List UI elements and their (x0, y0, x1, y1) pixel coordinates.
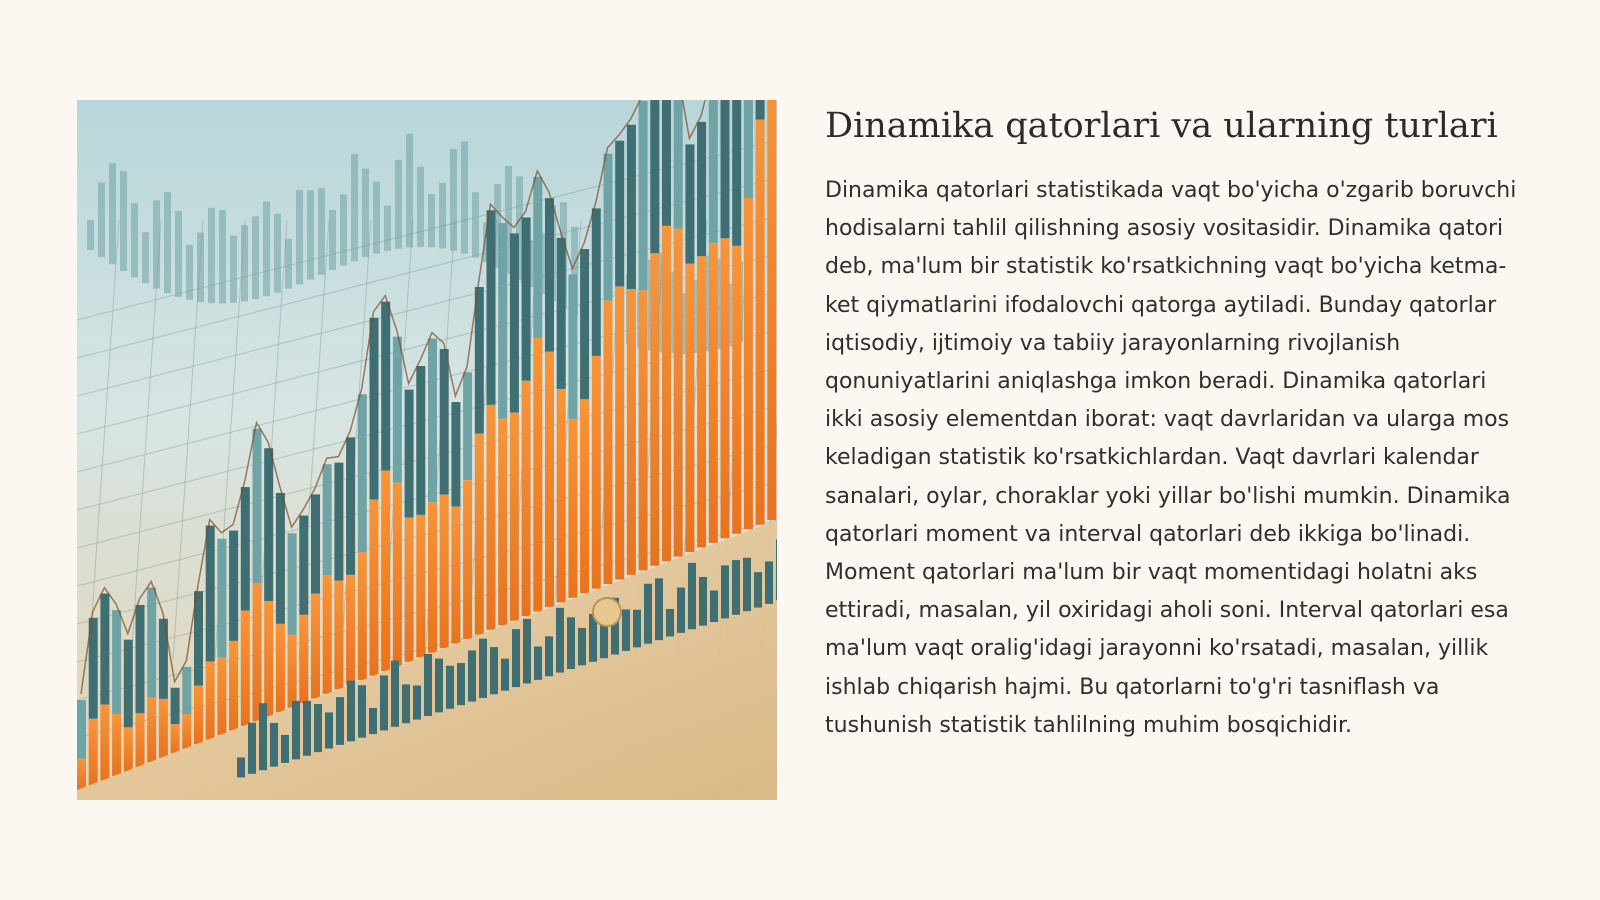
bar-orange (451, 507, 460, 644)
bar-teal (545, 198, 554, 351)
front-bar (369, 708, 377, 734)
bar-teal (276, 493, 285, 624)
background-bar (175, 211, 182, 297)
front-bar (347, 681, 355, 742)
body-line: Moment qatorlari ma'lum bir vaqt momentidagi holatni aks (825, 560, 1478, 586)
bar-orange (767, 100, 776, 520)
bar-teal (288, 533, 297, 634)
bar-teal (323, 464, 332, 575)
bar-orange (592, 356, 601, 589)
bar-orange (510, 413, 519, 621)
bar-orange (568, 419, 577, 598)
bar-teal (217, 539, 226, 658)
bar-orange (393, 482, 402, 666)
body-line: hodisalarni tahlil qilishning asosiy vositasidir. Dinamika qatori (825, 216, 1504, 242)
bar-orange (522, 381, 531, 616)
bar-teal (451, 402, 460, 506)
bar-orange (533, 338, 542, 612)
bar-teal (299, 515, 308, 614)
body-paragraph (825, 172, 1525, 745)
bar-teal (709, 100, 718, 243)
front-bar (655, 578, 663, 640)
bar-orange (288, 635, 297, 708)
bar-teal (498, 223, 507, 418)
front-bar (633, 610, 641, 648)
bar-orange (662, 226, 671, 561)
background-bar (461, 141, 468, 253)
bar-orange (721, 238, 730, 538)
bar-teal (112, 610, 121, 714)
bar-teal (346, 437, 355, 575)
bar-teal (264, 448, 273, 601)
bar-orange (159, 699, 168, 758)
bar-orange (253, 583, 262, 721)
front-bar (523, 619, 531, 684)
bar-teal (721, 100, 730, 238)
front-bar (303, 701, 311, 756)
front-bar (314, 704, 322, 752)
front-bar (413, 685, 421, 719)
bar-orange (276, 624, 285, 712)
bar-teal (393, 337, 402, 483)
background-bar (285, 239, 292, 289)
body-line: Dinamika qatorlari statistikada vaqt bo'yicha o'zgarib boruvchi (825, 178, 1517, 203)
front-bar (765, 561, 773, 604)
bar-teal (381, 302, 390, 471)
bar-teal (615, 141, 624, 287)
bar-teal (592, 208, 601, 356)
front-bar (721, 565, 729, 618)
bar-teal (650, 100, 659, 253)
bar-teal (229, 531, 238, 641)
front-bar (688, 563, 696, 629)
front-bar (710, 591, 718, 622)
front-bar (666, 609, 674, 636)
background-bar (428, 194, 435, 247)
bar-orange (171, 724, 180, 753)
bar-teal (428, 339, 437, 503)
bar-orange (604, 300, 613, 584)
front-bar (237, 757, 245, 777)
background-bar (351, 154, 358, 261)
bar-teal (311, 494, 320, 593)
bar-orange (381, 471, 390, 671)
bar-orange (463, 480, 472, 639)
body-line: ettiradi, masalan, yil oxiridagi aholi soni. Interval qatorlari esa (825, 598, 1509, 624)
bar-orange (136, 713, 145, 767)
bar-teal (662, 100, 671, 226)
background-bar (98, 183, 105, 258)
front-bar (402, 684, 410, 723)
bar-orange (744, 198, 753, 529)
bar-teal (604, 154, 613, 301)
background-bar (219, 210, 226, 303)
body-line: ma'lum vaqt oralig'idagi jarayonni ko'rsatadi, masalan, yillik (825, 636, 1489, 662)
bar-teal (463, 372, 472, 480)
bar-orange (650, 253, 659, 565)
bar-orange (709, 243, 718, 543)
front-bar (512, 629, 520, 687)
front-bar (468, 650, 476, 701)
bar-orange (487, 405, 496, 630)
front-bar (644, 584, 652, 644)
bar-orange (147, 698, 156, 763)
front-bar (446, 666, 454, 709)
front-bar (732, 560, 740, 615)
front-bar (490, 647, 498, 694)
bar-orange (299, 615, 308, 703)
bar-teal (685, 144, 694, 263)
bar-teal (568, 275, 577, 419)
bar-teal (334, 463, 343, 581)
background-bar (307, 190, 314, 279)
background-bar (296, 190, 303, 284)
body-line: deb, ma'lum bir statistik ko'rsatkichning vaqt bo'yicha ketma- (825, 254, 1507, 280)
bar-teal (182, 667, 191, 714)
bar-orange (428, 502, 437, 652)
bar-orange (416, 515, 425, 657)
bar-teal (674, 100, 683, 229)
bar-teal (732, 100, 741, 246)
front-bar (457, 663, 465, 705)
bar-orange (124, 727, 133, 771)
front-bar (424, 654, 432, 716)
background-bar (395, 160, 402, 249)
bar-teal (416, 366, 425, 515)
bar-orange (545, 352, 554, 607)
bar-teal (756, 100, 765, 120)
body-line: keladigan statistik ko'rsatkichlardan. Vaqt davrlari kalendar (825, 445, 1479, 471)
front-bar (391, 661, 399, 727)
background-bar (230, 236, 237, 303)
coin-decoration (593, 598, 621, 626)
bar-orange (756, 120, 765, 525)
front-bar (776, 539, 777, 600)
body-line: qonuniyatlarini aniqlashga imkon beradi. Dinamika qatorlari (825, 369, 1487, 395)
bar-orange (323, 575, 332, 694)
bar-teal (697, 122, 706, 256)
bar-orange (685, 264, 694, 553)
bar-orange (264, 601, 273, 717)
background-bar (417, 167, 424, 247)
bar-orange (229, 641, 238, 731)
bar-teal (100, 594, 109, 705)
bar-teal (370, 318, 379, 500)
bar-teal (124, 640, 133, 728)
front-bar (677, 588, 685, 633)
slide-title: Dinamika qatorlari va ularning turlari (825, 106, 1498, 146)
bar-orange (217, 658, 226, 735)
front-bar (435, 659, 443, 713)
body-line: sanalari, oylar, choraklar yoki yillar bo'lishi mumkin. Dinamika (825, 483, 1511, 509)
bar-teal (580, 249, 589, 399)
background-bar (329, 210, 336, 270)
background-bar (384, 206, 391, 251)
bar-orange (557, 389, 566, 602)
background-bar (87, 220, 94, 250)
background-bar (263, 201, 270, 296)
body-line: tushunish statistik tahlilning muhim bosqichidir. (825, 712, 1353, 738)
bar-orange (89, 719, 98, 786)
bar-teal (557, 238, 566, 389)
bar-teal (475, 287, 484, 434)
chart-illustration-image (77, 100, 777, 800)
bar-teal (241, 487, 250, 611)
background-bar (252, 216, 259, 299)
bar-teal (533, 177, 542, 338)
body-line: ket qiymatlarini ifodalovchi qatorga aytiladi. Bunday qatorlar (825, 292, 1497, 318)
bar-teal (171, 688, 180, 724)
background-bar (164, 192, 171, 293)
front-bar (248, 723, 256, 774)
bar-orange (697, 256, 706, 547)
bar-orange (732, 246, 741, 534)
background-bar (109, 163, 116, 264)
bar-orange (100, 705, 109, 781)
body-line: ishlab chiqarish hajmi. Bu qatorlarni to'g'ri tasniflash va (825, 674, 1440, 700)
front-bar (545, 636, 553, 676)
body-line: qatorlari moment va interval qatorlari deb ikkiga bo'linadi. (825, 521, 1471, 547)
background-bar (208, 208, 215, 303)
bar-teal (147, 588, 156, 698)
bar-orange (334, 580, 343, 689)
bar-orange (639, 290, 648, 570)
background-bar (472, 192, 479, 257)
background-bar (274, 214, 281, 293)
bar-orange (498, 419, 507, 626)
body-line: iqtisodiy, ijtimoiy va tabiiy jarayonlarning rivojlanish (825, 330, 1401, 356)
front-bar (534, 646, 542, 679)
background-bar (318, 188, 325, 275)
front-bar (380, 675, 388, 730)
front-bar (556, 608, 564, 673)
front-bar (281, 735, 289, 763)
background-bar (439, 183, 446, 249)
background-bar (120, 171, 127, 271)
bar-teal (405, 390, 414, 518)
bar-teal (253, 429, 262, 584)
bar-teal (510, 233, 519, 412)
front-bar (479, 639, 487, 698)
front-bar (325, 712, 333, 748)
background-bar (340, 195, 347, 266)
bar-orange (311, 594, 320, 699)
front-bar (358, 685, 366, 737)
bar-orange (358, 552, 367, 680)
front-bar (270, 723, 278, 767)
bar-orange (674, 229, 683, 557)
front-bar (336, 697, 344, 745)
bar-orange (112, 714, 121, 776)
bar-teal (77, 700, 86, 759)
bar-orange (475, 434, 484, 635)
bar-orange (346, 575, 355, 685)
front-bar (699, 577, 707, 626)
bar-orange (580, 399, 589, 593)
bar-orange (182, 714, 191, 749)
bar-teal (487, 210, 496, 405)
bar-orange (370, 500, 379, 676)
front-bar (754, 572, 762, 607)
bar-teal (440, 349, 449, 494)
bar-orange (194, 686, 203, 744)
bar-orange (405, 518, 414, 662)
background-bar (142, 232, 149, 283)
illustration-canvas (77, 100, 777, 800)
background-bar (362, 169, 369, 258)
front-bar (622, 609, 630, 650)
bar-teal (206, 526, 215, 662)
bar-teal (136, 605, 145, 713)
bar-orange (206, 661, 215, 739)
bar-orange (77, 759, 86, 791)
bar-teal (744, 100, 753, 198)
front-bar (567, 617, 575, 669)
front-bar (578, 628, 586, 665)
front-bar (743, 558, 751, 611)
background-bar (131, 203, 138, 277)
front-bar (292, 701, 300, 759)
bar-orange (440, 494, 449, 648)
bar-orange (627, 289, 636, 575)
bar-teal (522, 217, 531, 380)
bar-orange (241, 611, 250, 726)
bar-teal (639, 101, 648, 291)
bar-orange (615, 286, 624, 579)
front-bar (501, 659, 509, 691)
body-line: ikki asosiy elementdan iborat: vaqt davrlaridan va ularga mos (825, 407, 1510, 433)
bar-teal (358, 394, 367, 552)
bar-teal (627, 125, 636, 289)
front-bar (259, 703, 267, 770)
